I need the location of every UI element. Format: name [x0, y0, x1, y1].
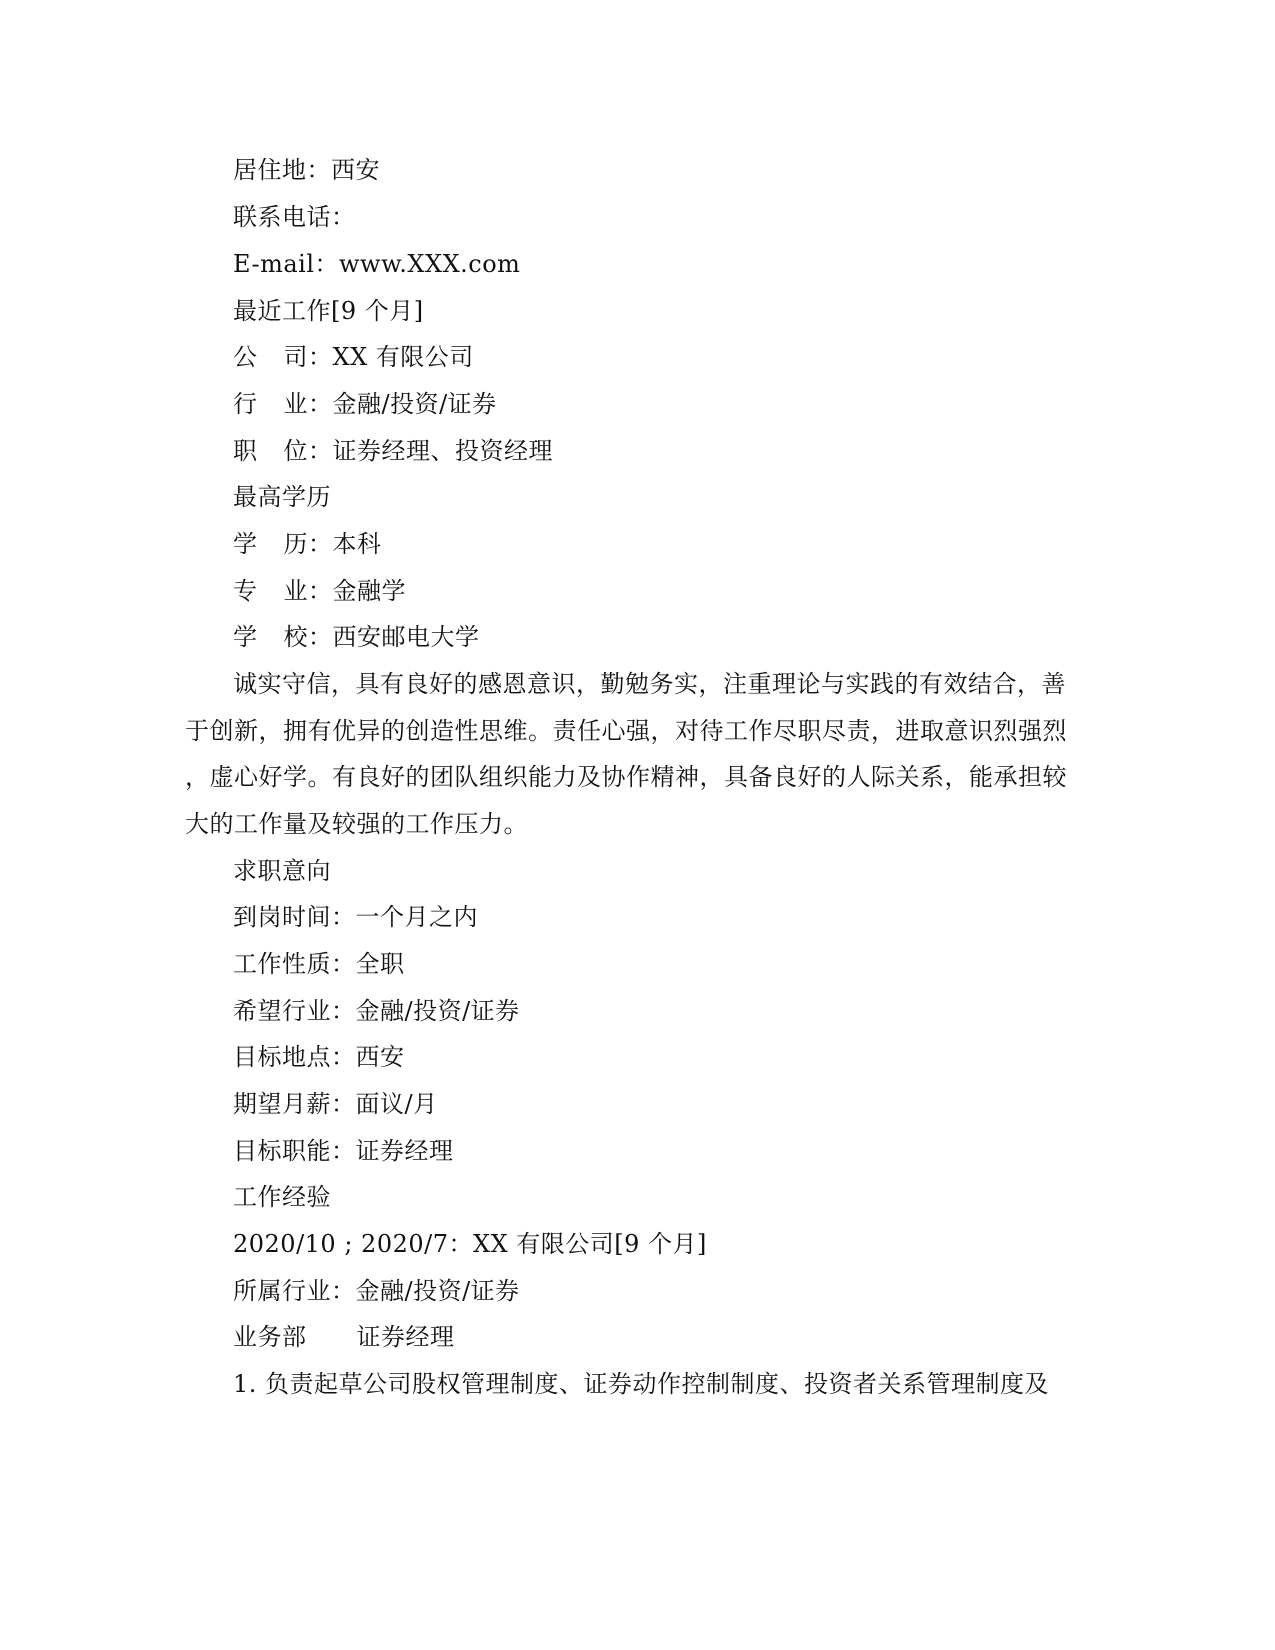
position-line [233, 436, 553, 466]
department-line [233, 1322, 455, 1352]
major-line [233, 576, 406, 606]
work-period-line: 2020/10 ; 2020/7：XX 有限公司[9 个月] [233, 1230, 707, 1258]
company-value: XX 有限公司 [332, 343, 474, 371]
arrival-time-line: 到岗时间：一个月之内 [233, 903, 478, 931]
self-evaluation-line-3: ，虚心好学。有良好的团队组织能力及协作精神，具备良好的人际关系，能承担较 [185, 763, 1067, 791]
target-function-line: 目标职能：证券经理 [233, 1137, 454, 1165]
industry-label-2: 业： [283, 390, 333, 418]
job-intention-heading: 求职意向 [233, 857, 331, 885]
job-nature-line: 工作性质：全职 [233, 950, 405, 978]
position-value: 证券经理、投资经理 [332, 437, 553, 465]
industry-line [233, 389, 497, 419]
target-location-line: 目标地点：西安 [233, 1043, 405, 1071]
industry-value: 金融/投资/证券 [332, 390, 497, 418]
industry-label: 行 [233, 390, 258, 418]
job-title: 证券经理 [356, 1323, 455, 1351]
phone-line: 联系电话： [233, 203, 356, 231]
self-evaluation-line-2: 于创新，拥有优异的创造性思维。责任心强，对待工作尽职尽责，进取意识烈强烈 [185, 717, 1067, 745]
major-label: 专 [233, 577, 258, 605]
school-line [233, 622, 480, 652]
school-value: 西安邮电大学 [332, 623, 480, 651]
email-line: E-mail：www.XXX.com [233, 250, 521, 278]
duty-item-1: 1. 负责起草公司股权管理制度、证券动作控制制度、投资者关系管理制度及 [233, 1370, 1050, 1398]
work-industry-line: 所属行业：金融/投资/证券 [233, 1277, 520, 1305]
position-label-2: 位： [283, 437, 333, 465]
company-line [233, 342, 474, 372]
recent-work-heading: 最近工作[9 个月] [233, 297, 424, 325]
self-evaluation-line-4: 大的工作量及较强的工作压力。 [185, 810, 528, 838]
school-label: 学 [233, 623, 258, 651]
self-evaluation-line-1: 诚实守信，具有良好的感恩意识，勤勉务实，注重理论与实践的有效结合，善 [233, 670, 1066, 698]
position-label: 职 [233, 437, 258, 465]
major-label-2: 业： [283, 577, 333, 605]
desired-industry-line: 希望行业：金融/投资/证券 [233, 997, 520, 1025]
education-heading: 最高学历 [233, 483, 331, 511]
degree-value: 本科 [332, 530, 382, 558]
company-label: 公 [233, 343, 258, 371]
degree-label-2: 历： [283, 530, 333, 558]
degree-line [233, 529, 382, 559]
company-label-2: 司： [283, 343, 333, 371]
expected-salary-line: 期望月薪：面议/月 [233, 1090, 438, 1118]
residence-line: 居住地：西安 [233, 156, 380, 184]
school-label-2: 校： [283, 623, 333, 651]
degree-label: 学 [233, 530, 258, 558]
major-value: 金融学 [332, 577, 406, 605]
work-experience-heading: 工作经验 [233, 1183, 331, 1211]
department-name: 业务部 [233, 1323, 307, 1351]
